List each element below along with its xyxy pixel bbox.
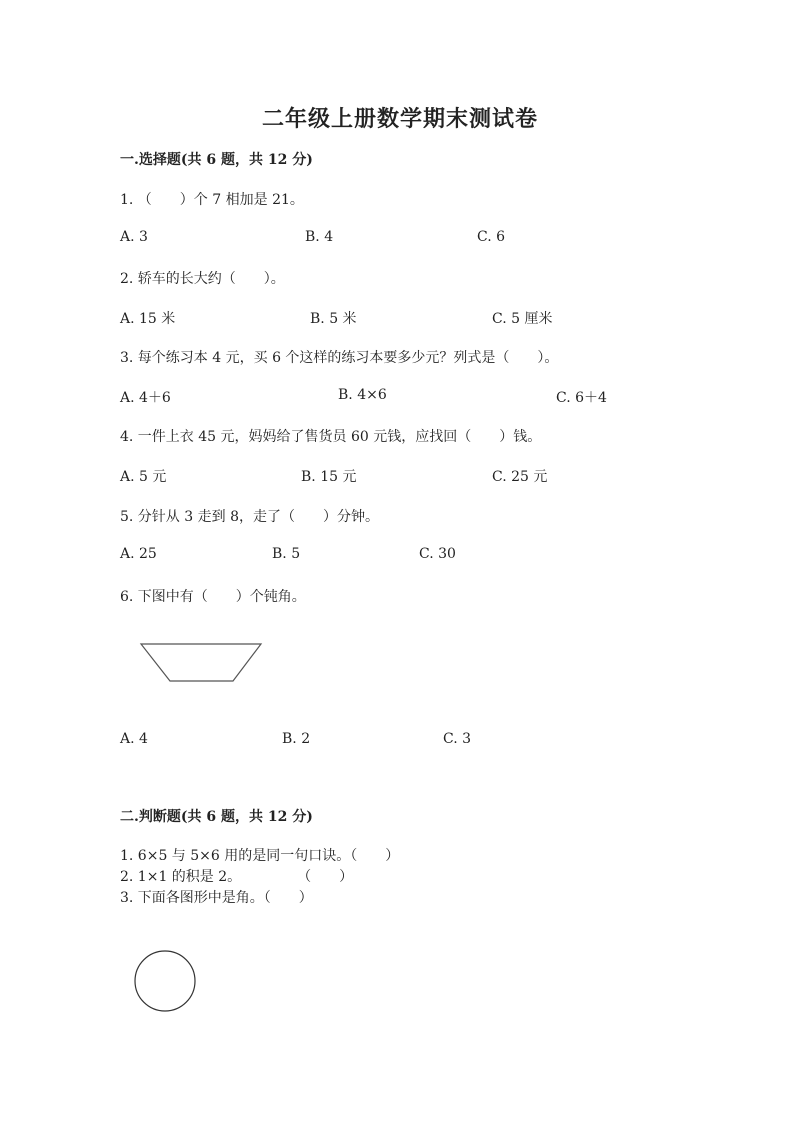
question-6-option-a: A. 4 bbox=[120, 731, 148, 747]
question-6-option-c: C. 3 bbox=[443, 731, 472, 747]
question-1-option-b: B. 4 bbox=[305, 229, 334, 245]
question-3-option-a: A. 4＋6 bbox=[120, 390, 171, 406]
question-5-option-a: A. 25 bbox=[120, 546, 157, 562]
question-3-text: 3. 每个练习本 4 元，买 6 个这样的练习本要多少元？列式是（ ）。 bbox=[120, 350, 559, 366]
question-5-text: 5. 分针从 3 走到 8，走了（ ）分钟。 bbox=[120, 509, 379, 525]
section-heading-judgement: 二.判断题(共 6 题，共 12 分) bbox=[120, 809, 313, 825]
question-3-option-b: B. 4×6 bbox=[338, 387, 387, 403]
circle-shape bbox=[135, 951, 195, 1011]
judgement-2-text: 2. 1×1 的积是 2。 （ ） bbox=[120, 869, 354, 885]
judgement-3-text: 3. 下面各图形中是角。（ ） bbox=[120, 890, 313, 906]
page-title: 二年级上册数学期末测试卷 bbox=[261, 106, 538, 132]
question-4-option-a: A. 5 元 bbox=[120, 469, 167, 485]
question-4-text: 4. 一件上衣 45 元，妈妈给了售货员 60 元钱，应找回（ ）钱。 bbox=[120, 429, 542, 445]
question-2-text: 2. 轿车的长大约（ ）。 bbox=[120, 271, 285, 287]
question-3-option-c: C. 6＋4 bbox=[556, 390, 607, 406]
judgement-1-text: 1. 6×5 与 5×6 用的是同一句口诀。（ ） bbox=[120, 848, 400, 864]
question-2-option-c: C. 5 厘米 bbox=[492, 311, 553, 327]
question-4-option-b: B. 15 元 bbox=[301, 469, 357, 485]
question-1-option-c: C. 6 bbox=[477, 229, 506, 245]
question-4-option-c: C. 25 元 bbox=[492, 469, 548, 485]
section-heading-choice: 一.选择题(共 6 题，共 12 分) bbox=[120, 152, 313, 168]
question-1-text: 1. （ ）个 7 相加是 21。 bbox=[120, 192, 304, 208]
question-2-option-a: A. 15 米 bbox=[120, 311, 176, 327]
question-5-option-c: C. 30 bbox=[419, 546, 456, 562]
question-6-option-b: B. 2 bbox=[282, 731, 311, 747]
question-1-option-a: A. 3 bbox=[120, 229, 148, 245]
question-2-option-b: B. 5 米 bbox=[310, 311, 357, 327]
question-6-text: 6. 下图中有（ ）个钝角。 bbox=[120, 589, 306, 605]
question-5-option-b: B. 5 bbox=[272, 546, 301, 562]
